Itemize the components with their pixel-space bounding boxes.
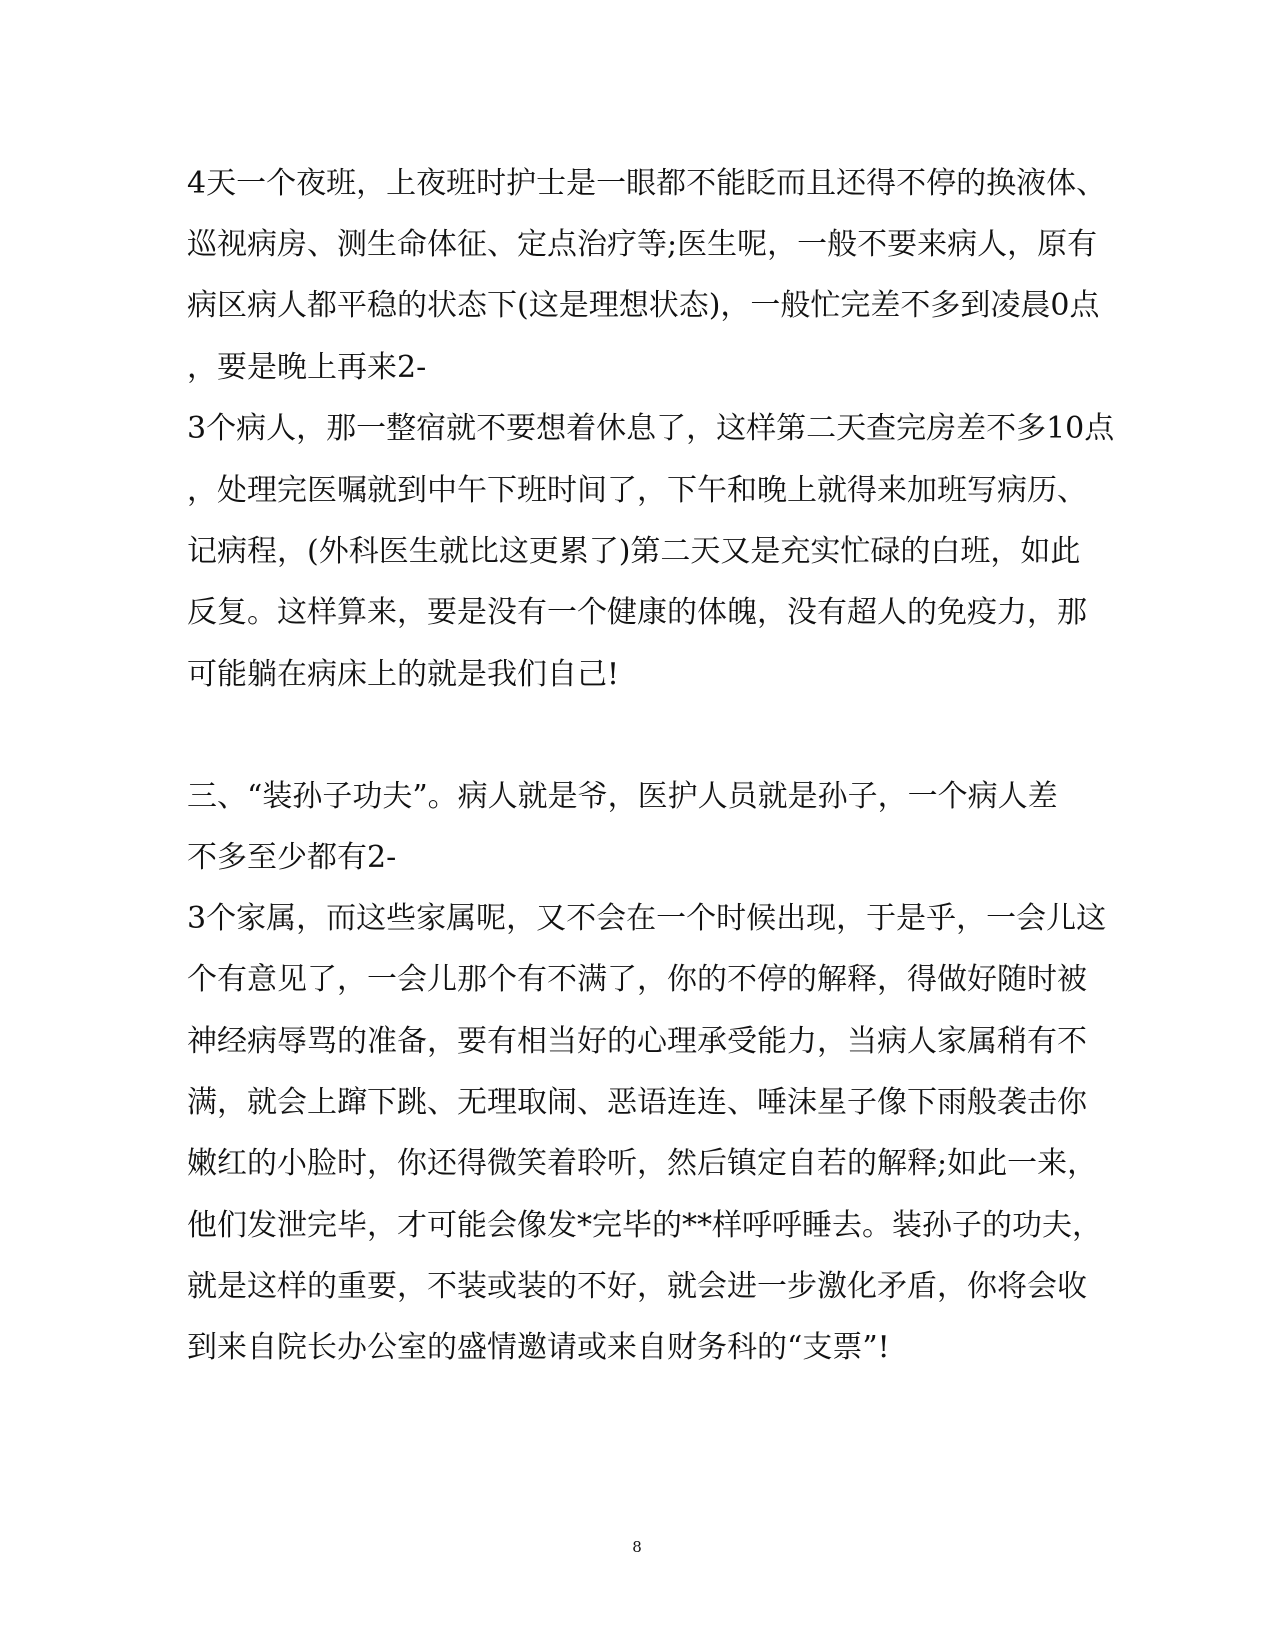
text-line: 可能躺在病床上的就是我们自己! (187, 657, 620, 692)
text-line: 到来自院长办公室的盛情邀请或来自财务科的“支票”! (187, 1330, 890, 1365)
page-number: 8 (632, 1538, 642, 1556)
text-line: 反复。这样算来，要是没有一个健康的体魄，没有超人的免疫力，那 (187, 595, 1087, 630)
text-line: 3个病人，那一整宿就不要想着休息了，这样第二天查完房差不多10点 (187, 411, 1115, 446)
text-line: ，要是晚上再来2- (187, 350, 427, 385)
text-line: 不多至少都有2- (187, 840, 397, 875)
text-line: 病区病人都平稳的状态下(这是理想状态)，一般忙完差不多到凌晨0点 (187, 288, 1100, 323)
text-line: 记病程，(外科医生就比这更累了)第二天又是充实忙碌的白班，如此 (187, 534, 1081, 569)
text-line: 神经病辱骂的准备，要有相当好的心理承受能力，当病人家属稍有不 (187, 1024, 1087, 1059)
text-line: 3个家属，而这些家属呢，又不会在一个时候出现，于是乎，一会儿这 (187, 901, 1107, 936)
text-line: 4天一个夜班，上夜班时护士是一眼都不能眨而且还得不停的换液体、 (187, 166, 1107, 201)
text-line: 满，就会上蹿下跳、无理取闹、恶语连连、唾沫星子像下雨般袭击你 (187, 1085, 1087, 1120)
text-line: 他们发泄完毕，才可能会像发*完毕的**样呼呼睡去。装孙子的功夫， (187, 1208, 1102, 1243)
text-line: 嫩红的小脸时，你还得微笑着聆听，然后镇定自若的解释;如此一来， (187, 1146, 1098, 1181)
text-line: 就是这样的重要，不装或装的不好，就会进一步激化矛盾，你将会收 (187, 1269, 1087, 1304)
text-line: ，处理完医嘱就到中午下班时间了，下午和晚上就得来加班写病历、 (187, 473, 1087, 508)
text-line: 个有意见了，一会儿那个有不满了，你的不停的解释，得做好随时被 (187, 962, 1087, 997)
section-heading-line: 三、“装孙子功夫”。病人就是爷，医护人员就是孙子，一个病人差 (187, 779, 1058, 814)
text-line: 巡视病房、测生命体征、定点治疗等;医生呢，一般不要来病人，原有 (187, 227, 1098, 262)
